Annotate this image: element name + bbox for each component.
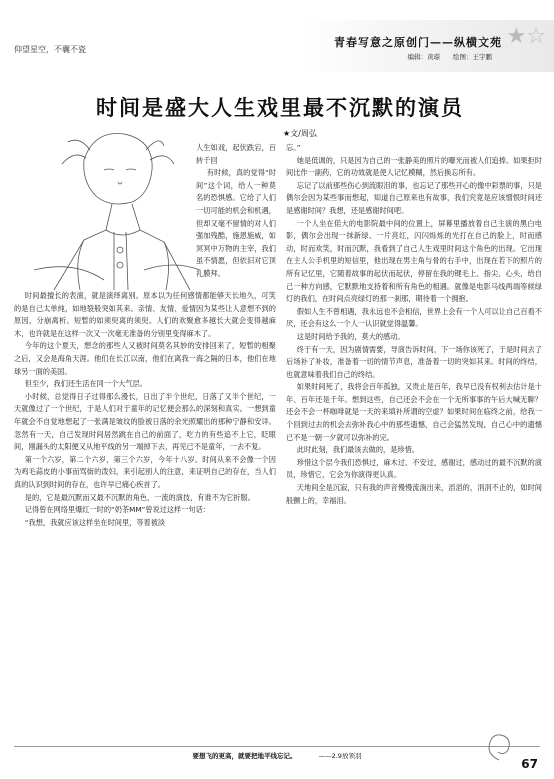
- paragraph: 此时此刻，我们最该去做的，是珍惜。: [296, 445, 419, 455]
- paragraph: 有时候，真的觉得“时间”这个词，给人一种莫名的恐惧感。它给了人们一切可能的机会和机遇，但却又毫不留情的对人们强加残酷，施恩施威，如冥冥中万物的主宰，我们虽不情愿，但依旧对它顶礼膜拜。: [196, 168, 276, 278]
- paragraph: 小时候，总觉得日子过得那么漫长，日出了半个世纪，日落了又半个世纪，一天就像过了一个世纪，于是人们对于童年的记忆便会那么的深刻和真实。一想到童年就会不自觉地想起了一张满是皱纹的脸被日落的余光照耀出的那种宁静和安详。忽然有一天，自己发现时间居然跳在自己的前面了，吃力的有些追不上它，眨眼间，刚漏头的太阳便又从地平线的另一端掉下去，再见已不是童年，一去不复。: [14, 391, 276, 452]
- text-column-left: [14, 290, 276, 529]
- column-title: 青春写意之原创门——纵横文苑: [334, 36, 502, 49]
- footer-divider: [14, 746, 540, 747]
- text-column-right: [286, 142, 542, 507]
- illustration-figure: [14, 120, 200, 295]
- footer-quote: [0, 751, 554, 760]
- footer-quote-text: 要想飞的更高，就要把地平线忘记。: [192, 752, 297, 760]
- header-tagline: 仰望星空，不囊不瓷: [14, 45, 86, 54]
- paragraph: 这是时间给予我的，莫大的感动。: [296, 331, 405, 341]
- paragraph: 一个人坐在偌大的电影院最中间的位置上，屏幕里播放着自己主演的黑白电影，偶尔会出现一抹新绿、一片亮红，闪闪烁烁的光打在自己的脸上，时而感动，时而欢笑，时而沉默，我看到了自己人生戏里时间这个角色的出现。它出现在主人公手机里的短信里，他出现在男主角与骨的右手中，出现在若下的照片的所有记忆里，它随着故事的起伏而起伏，停留在我的键毛上、指尖、心头，给自己一种方向感，它默默地支持着和所有角色的相遇。就像是电影马线两端等候绿灯的我们，在时间点亮绿灯的那一刹那，期待着一个拥抱。: [286, 218, 542, 304]
- paragraph: 忘。”: [286, 143, 301, 152]
- paragraph: 记得曾在网络里爆红一时的“奶茶MM”曾说过这样一句话：: [24, 505, 210, 515]
- paragraph: 人生如戏，起伏跌宕，百转千回: [196, 143, 276, 165]
- paragraph: 终于有一天，因为剧情需要，导演告诉时间，下一场你该死了，于是时间去了后场补了补妆，准备着一切的情节声息，准备着一切的突如其来。时间的终结，也就意味着我们自己的终结。: [286, 344, 542, 379]
- article-author: ★文/周弘: [283, 129, 317, 138]
- paragraph: 天地间全是沉寂，只有我的声音慢慢流淌出来，滔滔的，涓涓不止的，如时间般颤上的，幸福泪。: [286, 483, 542, 505]
- swirl-ornament-icon: [484, 730, 514, 764]
- paragraph: 是的，它是最沉默而又最不沉默的角色，一流的演技，有谁不为它折服。: [24, 492, 255, 502]
- paragraph: 她是低调的，只是因为自己的一张静美的照片的曝光而被人们追捧。如果拒时间比作一副药，它的功效就是使人记忆模糊，然后换忘所有。: [286, 155, 542, 178]
- paragraph: 时间最擅长的表演，就是演绎离别。原本以为任何感情都能够天长地久，可笑的是自己太单纯，如地裂般突如其来。亲情、友情、爱情因为某些让人意想不到的原因，分崩离析。短暂的如须臾离的须臾。人们的欢聚愈多越长大就会变得越麻木，也许就是在这样一次又一次毫无准备的分别里变得麻木了。: [14, 291, 276, 338]
- paragraph: 但至少，我们还生活在同一个大气层。: [24, 379, 147, 389]
- paragraph: 假如人生不曾相遇，我永远也不会相信，世界上会有一个人可以让自己百看不厌，还会有这么一个人一认识就觉得温馨。: [286, 306, 542, 329]
- footer-quote-source: ——2.9放领羽: [318, 752, 362, 760]
- star-decoration-icon: ★☆: [506, 24, 546, 49]
- text-column-narrow: [196, 142, 276, 281]
- paragraph: 珍惜这个层今我们恐惧过，麻木过、不安过，感谢过，感动过的最不沉默的演员，珍惜它，它会为你演得更认真。: [286, 457, 542, 480]
- paragraph: 第一个六岁，第二个六岁，第三个六岁，今年十八岁。时间从来不会像一个因为鸡毛蒜皮的小事而骂街的泼妇，来引起别人的注意，来证明自己的存在，当人们真的认识到时间的存在，也许早已痛心疾首了。: [14, 454, 276, 489]
- editor-credit: 编辑：黄璟 绘图：王宇鹏: [407, 53, 492, 61]
- paragraph: 忘记了以前那些伤心到流眼泪的事，也忘记了那些开心的像中彩票的事，只是偶尔会因为某些事而想起，知道自己原来也有故事，我们究竟是应该憎恨时间还是感谢时间？我想，还是感谢时间吧。: [286, 180, 542, 215]
- article-title: 时间是盛大人生戏里最不沉默的演员: [96, 95, 464, 120]
- page-number: 67: [521, 757, 538, 771]
- paragraph: 今年的这个夏天，想念的那些人又被时间莫名其妙的安排回来了，短暂的相聚之后，又会是海角天涯。他们在长江以南，他们在离我一海之隔的日本，他们在地球另一面的美国。: [14, 341, 276, 376]
- paragraph: 如果时间死了，我将会百年孤独，又贵止是百年，我早已没有权利去估计是十年、百年还是千年。想到这些，自己还会不会在一个无所事事的午后大喊无聊？还会不会一杯咖啡就是一天的来填补所谓的空虚？如果时间在临终之前，给我一个回到过去的机会去弥补我心中的那些遗憾，自己会猛然发现，自己心中的遗憾已不是一朝一夕就可以弥补的完。: [286, 382, 542, 442]
- paragraph: “我想，我就应该这样坐在时间里，等着被淡: [24, 517, 166, 527]
